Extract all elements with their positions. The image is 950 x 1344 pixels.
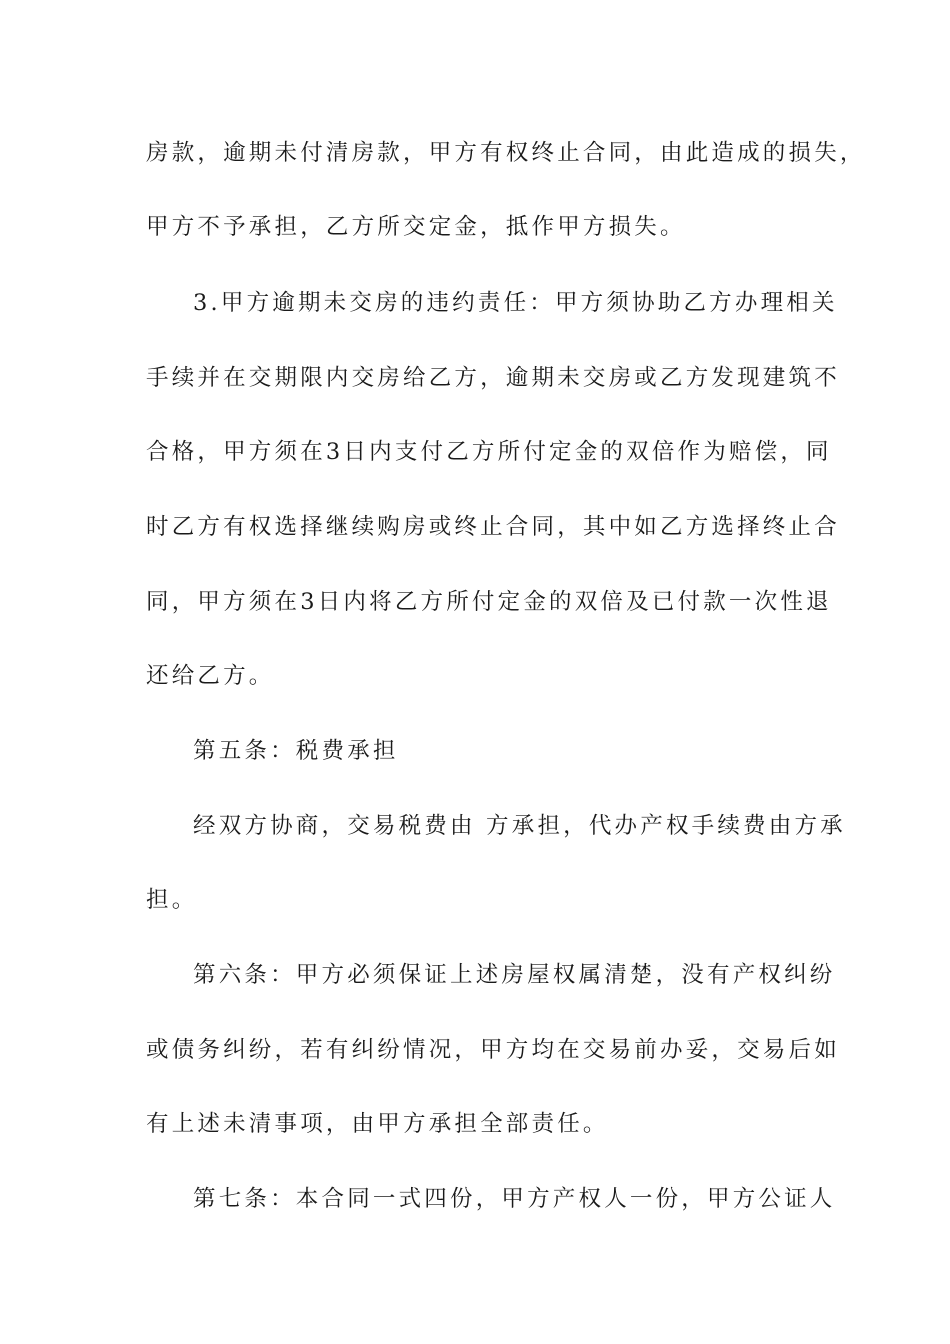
text-line: 经双方协商，交易税费由 方承担，代办产权手续费由方承 bbox=[193, 813, 846, 839]
text-line: 第六条：甲方必须保证上述房屋权属清楚，没有产权纠纷 bbox=[193, 962, 836, 988]
text-line: 第七条：本合同一式四份，甲方产权人一份，甲方公证人 bbox=[193, 1186, 836, 1212]
text-line: 手续并在交期限内交房给乙方，逾期未交房或乙方发现建筑不 bbox=[146, 365, 840, 391]
text-line: 担。 bbox=[146, 887, 198, 913]
text-line: 或债务纠纷，若有纠纷情况，甲方均在交易前办妥，交易后如 bbox=[146, 1037, 840, 1063]
text-line: 房款，逾期未付清房款，甲方有权终止合同，由此造成的损失， bbox=[146, 140, 866, 166]
text-line: 有上述未清事项，由甲方承担全部责任。 bbox=[146, 1111, 609, 1137]
text-line: 同，甲方须在3日内将乙方所付定金的双倍及已付款一次性退 bbox=[146, 589, 832, 615]
text-line: 时乙方有权选择继续购房或终止合同，其中如乙方选择终止合 bbox=[146, 514, 840, 540]
text-line: 还给乙方。 bbox=[146, 663, 275, 689]
text-line: 合格，甲方须在3日内支付乙方所付定金的双倍作为赔偿，同 bbox=[146, 439, 832, 465]
text-line: 3.甲方逾期未交房的违约责任：甲方须协助乙方办理相关 bbox=[193, 290, 838, 316]
section-heading: 第五条：税费承担 bbox=[193, 738, 399, 764]
text-line: 甲方不予承担，乙方所交定金，抵作甲方损失。 bbox=[146, 214, 686, 240]
